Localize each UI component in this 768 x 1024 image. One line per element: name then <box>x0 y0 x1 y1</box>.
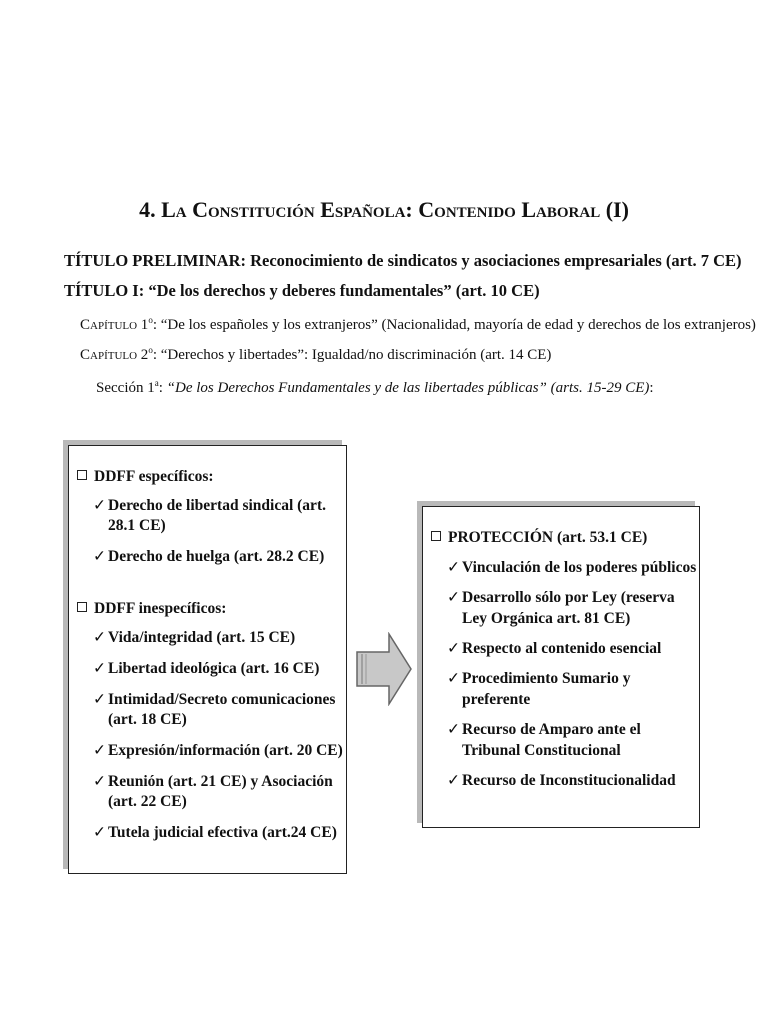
list-item: ✓ Recurso de Amparo ante el Tribunal Constitucional <box>447 721 641 759</box>
list-item: ✓ Reunión (art. 21 CE) y Asociación (art. 22 CE) <box>93 773 333 810</box>
ddff-especificos-list <box>77 496 346 567</box>
list-item: ✓ Vinculación de los poderes públicos <box>447 559 697 576</box>
ddff-box <box>68 445 347 874</box>
square-bullet-icon <box>431 531 441 541</box>
right-arrow-icon <box>355 632 413 706</box>
check-icon: ✓ <box>447 721 460 738</box>
proteccion-heading: PROTECCIÓN (art. 53.1 CE) <box>431 529 699 547</box>
ddff-especificos-heading: DDFF específicos: <box>77 468 346 486</box>
check-icon: ✓ <box>447 772 460 789</box>
check-icon: ✓ <box>447 670 460 687</box>
check-icon: ✓ <box>447 559 460 576</box>
ddff-inespecificos-list <box>77 628 346 843</box>
check-icon: ✓ <box>93 497 106 514</box>
list-item: ✓ Respecto al contenido esencial <box>447 640 662 657</box>
titulo-preliminar: TÍTULO PRELIMINAR: Reconocimiento de sindicatos y asociaciones empresariales (art. 7 CE) <box>64 251 742 270</box>
capitulo-2: Capítulo 2$^o$: “Derechos y libertades”: Igualdad/no discriminación (art. 14 CE) <box>80 345 552 363</box>
list-item: ✓ Desarrollo sólo por Ley (reserva Ley Orgánica art. 81 CE) <box>447 589 675 627</box>
capitulo-1: Capítulo 1$^o$: “De los españoles y los extranjeros” (Nacionalidad, mayoría de edad y derechos de los extranjeros) <box>80 315 756 333</box>
check-icon: ✓ <box>447 640 460 657</box>
list-item: ✓ Derecho de libertad sindical (art. 28.1 CE) <box>93 497 326 534</box>
check-icon: ✓ <box>93 691 106 708</box>
ddff-inespecificos-heading: DDFF inespecíficos: <box>77 600 346 618</box>
proteccion-list <box>431 557 699 791</box>
seccion-1: Sección 1$^a$: “De los Derechos Fundamentales y de las libertades públicas” (arts. 15-29 CE): <box>96 378 654 396</box>
list-item: ✓ Intimidad/Secreto comunicaciones (art. 18 CE) <box>93 691 336 728</box>
square-bullet-icon <box>77 470 87 480</box>
check-icon: ✓ <box>93 548 106 565</box>
list-item: ✓ Libertad ideológica (art. 16 CE) <box>93 660 320 677</box>
check-icon: ✓ <box>93 824 106 841</box>
check-icon: ✓ <box>93 629 106 646</box>
titulo-1: TÍTULO I: “De los derechos y deberes fundamentales” (art. 10 CE) <box>64 281 540 300</box>
proteccion-box <box>422 506 700 828</box>
square-bullet-icon <box>77 602 87 612</box>
list-item: ✓ Derecho de huelga (art. 28.2 CE) <box>93 548 325 565</box>
check-icon: ✓ <box>93 773 106 790</box>
list-item: ✓ Vida/integridad (art. 15 CE) <box>93 629 296 646</box>
list-item: ✓ Expresión/información (art. 20 CE) <box>93 742 343 759</box>
list-item: ✓ Procedimiento Sumario y preferente <box>447 670 631 708</box>
check-icon: ✓ <box>93 742 106 759</box>
list-item: ✓ Recurso de Inconstitucionalidad <box>447 772 676 789</box>
list-item: ✓ Tutela judicial efectiva (art.24 CE) <box>93 824 337 841</box>
check-icon: ✓ <box>447 589 460 606</box>
check-icon: ✓ <box>93 660 106 677</box>
page-title: 4. La Constitución Española: Contenido Laboral (I) <box>139 197 629 222</box>
